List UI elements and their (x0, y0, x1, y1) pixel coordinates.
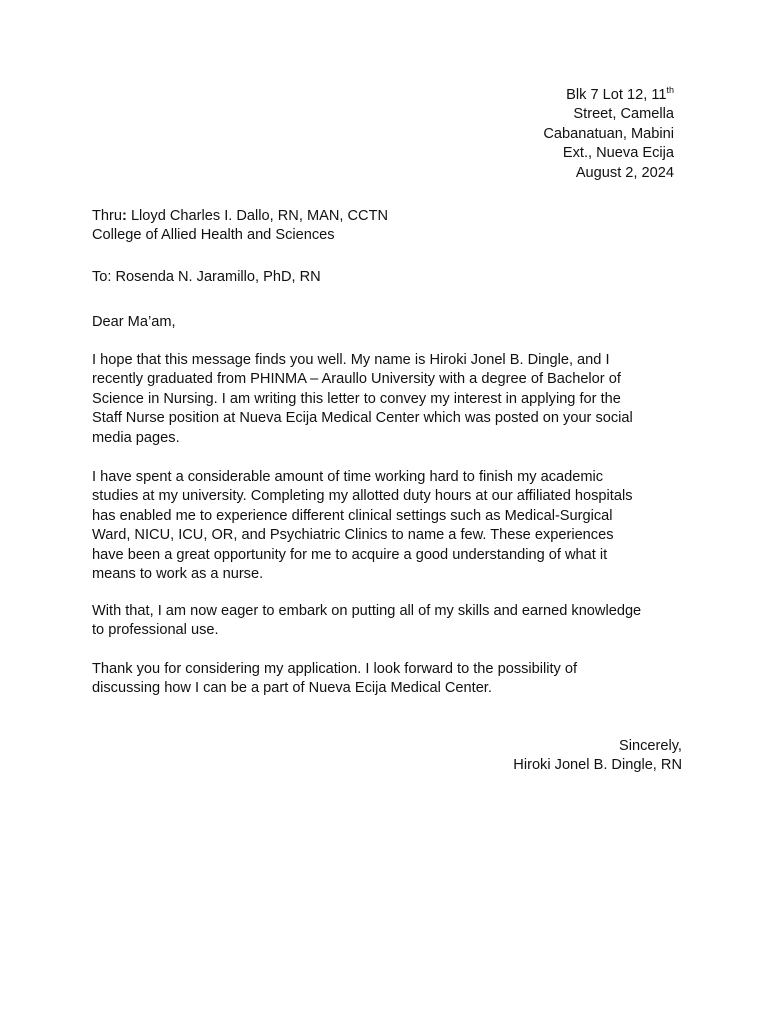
thru-label: Thru (92, 208, 123, 224)
thru-department: College of Allied Health and Sciences (92, 227, 335, 244)
body-paragraph-3 (92, 602, 692, 641)
paragraph-line: Ward, NICU, ICU, OR, and Psychiatric Clinics to name a few. These experiences (92, 527, 614, 544)
thru-block (92, 207, 692, 246)
thru-colon: : (122, 208, 127, 224)
address-line-3: Cabanatuan, Mabini (543, 125, 674, 142)
ordinal-suffix: th (666, 85, 674, 96)
address-line-1 (543, 86, 674, 105)
thru-name: Lloyd Charles I. Dallo, RN, MAN, CCTN (126, 208, 389, 224)
paragraph-line: means to work as a nurse. (92, 566, 264, 583)
paragraph-line: With that, I am now eager to embark on putting all of my skills and earned knowledge (92, 603, 642, 619)
valediction: Sincerely, (619, 738, 682, 754)
paragraph-line: I have spent a considerable amount of time working hard to finish my academic (92, 469, 604, 485)
paragraph-line: media pages. (92, 429, 180, 446)
paragraph-line: Thank you for considering my application. I look forward to the possibility of (92, 661, 578, 677)
paragraph-line: recently graduated from PHINMA – Araullo University with a degree of Bachelor of (92, 371, 621, 388)
address-line-1-text: Blk 7 Lot 12, 11 (566, 87, 667, 103)
body-paragraph-2 (92, 468, 692, 584)
sender-address (543, 86, 674, 183)
address-line-2: Street, Camella (573, 106, 674, 123)
body-paragraph-4 (92, 660, 692, 699)
paragraph-line: has enabled me to experience different clinical settings such as Medical-Surgical (92, 507, 613, 524)
address-line-4: Ext., Nueva Ecija (562, 145, 674, 162)
thru-line (92, 207, 692, 226)
paragraph-line: studies at my university. Completing my allotted duty hours at our affiliated hospitals (92, 488, 633, 505)
paragraph-line: discussing how I can be a part of Nueva Ecija Medical Center. (92, 680, 492, 697)
closing-block (513, 737, 682, 776)
paragraph-line: I hope that this message finds you well. My name is Hiroki Jonel B. Dingle, and I (92, 352, 610, 368)
signature-name: Hiroki Jonel B. Dingle, RN (513, 757, 682, 774)
recipient-line: To: Rosenda N. Jaramillo, PhD, RN (92, 269, 321, 285)
paragraph-line: Staff Nurse position at Nueva Ecija Medical Center which was posted on your social (92, 410, 633, 427)
paragraph-line: to professional use. (92, 622, 219, 639)
paragraph-line: have been a great opportunity for me to acquire a good understanding of what it (92, 546, 608, 563)
salutation: Dear Ma’am, (92, 314, 176, 330)
letter-date: August 2, 2024 (575, 164, 674, 181)
body-paragraph-1 (92, 351, 692, 448)
paragraph-line: Science in Nursing. I am writing this letter to convey my interest in applying for the (92, 390, 621, 407)
